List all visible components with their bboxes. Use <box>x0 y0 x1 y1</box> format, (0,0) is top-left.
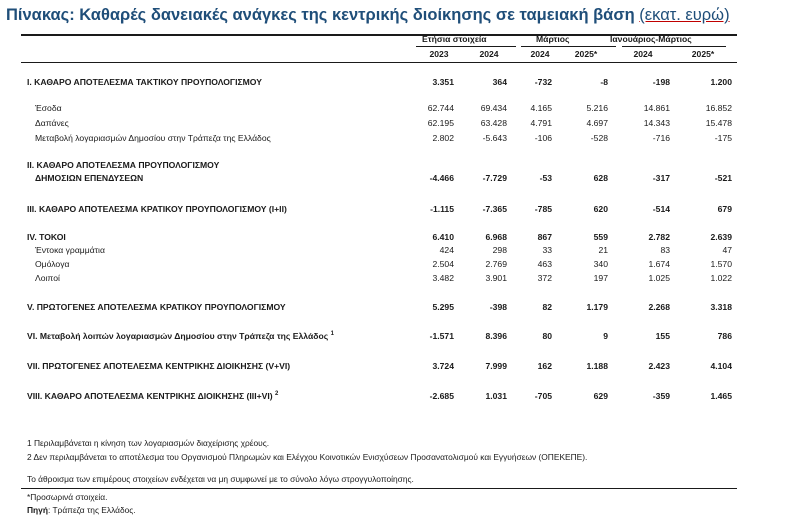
header-bottom-rule <box>21 62 737 63</box>
table-cell: -4.466 <box>429 173 454 183</box>
table-cell: -785 <box>534 204 552 214</box>
row-label <box>35 259 69 269</box>
table-cell: 2.423 <box>648 361 670 371</box>
table-cell: -705 <box>534 391 552 401</box>
source-label: Πηγή <box>27 505 48 515</box>
footnote-marker: 2 <box>274 391 279 398</box>
table-cell: 4.697 <box>586 118 608 128</box>
table-cell: 424 <box>439 245 454 255</box>
table-cell: 1.570 <box>710 259 732 269</box>
table-cell: 4.165 <box>530 103 552 113</box>
table-cell: 3.724 <box>432 361 454 371</box>
rounding-note: Το άθροισμα των επιμέρους στοιχείων ενδέχεται να μη συμφωνεί με το σύνολο λόγω στρογγυλοποίησης. <box>27 474 414 484</box>
table-cell: -53 <box>539 173 552 183</box>
row-label-text: V. ΠΡΩΤΟΓΕΝΕΣ ΑΠΟΤΕΛΕΣΜΑ ΚΡΑΤΙΚΟΥ ΠΡΟΥΠΟΛΟΓΙΣΜΟΥ <box>27 302 286 312</box>
table-cell: -1.571 <box>429 331 454 341</box>
row-label <box>35 103 62 113</box>
header-year: 2025* <box>574 49 598 59</box>
provisional-note: *Προσωρινά στοιχεία. <box>27 492 108 502</box>
table-cell: 69.434 <box>480 103 507 113</box>
table-cell: 3.318 <box>710 302 732 312</box>
table-cell: -198 <box>652 77 670 87</box>
table-cell: -1.115 <box>430 204 454 214</box>
table-cell: -732 <box>534 77 552 87</box>
header-group-jan-mar: Ιανουάριος-Μάρτιος <box>610 34 692 44</box>
table-cell: 62.744 <box>427 103 454 113</box>
table-cell: 629 <box>593 391 608 401</box>
unit-label: (εκατ. ευρώ) <box>639 6 730 24</box>
table-cell: 6.968 <box>485 232 507 242</box>
table-cell: 2.802 <box>432 133 454 143</box>
table-cell: 1.031 <box>485 391 507 401</box>
page-title <box>6 6 730 25</box>
table-cell: 3.901 <box>485 273 507 283</box>
table-cell: 3.482 <box>432 273 454 283</box>
table-cell: 3.351 <box>432 77 454 87</box>
row-label-text: Έντοκα γραμμάτια <box>35 245 105 255</box>
row-label-text: IV. ΤΟΚΟΙ <box>27 232 66 242</box>
table-cell: 786 <box>717 331 732 341</box>
table-cell: 364 <box>492 77 507 87</box>
table-cell: -106 <box>534 133 552 143</box>
header-year: 2024 <box>479 49 499 59</box>
table-cell: 14.861 <box>643 103 670 113</box>
table-cell: 6.410 <box>432 232 454 242</box>
table-cell: 679 <box>717 204 732 214</box>
row-label <box>27 232 66 242</box>
table-cell: 298 <box>492 245 507 255</box>
row-label-text: Έσοδα <box>35 103 62 113</box>
row-label <box>27 160 219 170</box>
table-cell: 162 <box>537 361 552 371</box>
table-cell: -317 <box>652 173 670 183</box>
table-cell: -398 <box>489 302 507 312</box>
table-cell: 62.195 <box>427 118 454 128</box>
table-cell: 63.428 <box>480 118 507 128</box>
table-cell: 1.200 <box>710 77 732 87</box>
table-cell: 867 <box>537 232 552 242</box>
table-cell: 372 <box>537 273 552 283</box>
table-cell: 197 <box>593 273 608 283</box>
table-cell: 5.295 <box>432 302 454 312</box>
table-cell: -2.685 <box>429 391 454 401</box>
header-group-march: Μάρτιος <box>536 34 570 44</box>
table-cell: -514 <box>652 204 670 214</box>
row-label <box>27 361 290 371</box>
table-cell: 1.188 <box>586 361 608 371</box>
row-label-text: Ομόλογα <box>35 259 70 269</box>
table-cell: -5.643 <box>482 133 507 143</box>
row-label-text: VI. Μεταβολή λοιπών λογαριασμών Δημοσίου στην Τράπεζα της Ελλάδος <box>27 331 329 341</box>
table-cell: 16.852 <box>705 103 732 113</box>
table-cell: -521 <box>714 173 732 183</box>
table-cell: 5.216 <box>586 103 608 113</box>
row-label <box>27 331 334 341</box>
table-cell: 4.791 <box>530 118 552 128</box>
table-cell: 620 <box>593 204 608 214</box>
table-cell: 2.268 <box>648 302 670 312</box>
table-cell: -716 <box>652 133 670 143</box>
table-cell: 14.343 <box>643 118 670 128</box>
table-cell: -175 <box>714 133 732 143</box>
footnote-marker: 1 <box>330 331 334 338</box>
table-cell: 8.396 <box>485 331 507 341</box>
row-label-text: III. ΚΑΘΑΡΟ ΑΠΟΤΕΛΕΣΜΑ ΚΡΑΤΙΚΟΥ ΠΡΟΥΠΟΛΟΓΙΣΜΟΥ (I+II) <box>27 204 287 214</box>
table-cell: 559 <box>593 232 608 242</box>
row-label <box>27 204 287 214</box>
table-cell: 33 <box>542 245 552 255</box>
table-cell: 80 <box>542 331 552 341</box>
table-cell: 83 <box>660 245 670 255</box>
table-cell: 2.504 <box>432 259 454 269</box>
table-cell: 7.999 <box>485 361 507 371</box>
table-cell: 2.639 <box>710 232 732 242</box>
table-cell: -8 <box>600 77 608 87</box>
table-cell: -7.365 <box>482 204 507 214</box>
row-label <box>27 302 286 312</box>
table-cell: 340 <box>593 259 608 269</box>
row-label <box>35 133 271 143</box>
source-text: : Τράπεζα της Ελλάδος. <box>47 505 136 515</box>
row-label-text: VIII. ΚΑΘΑΡΟ ΑΠΟΤΕΛΕΣΜΑ ΚΕΝΤΡΙΚΗΣ ΔΙΟΙΚΗΣΗΣ (III+VI) <box>27 391 273 401</box>
table-cell: -359 <box>652 391 670 401</box>
row-label <box>27 391 278 401</box>
table-cell: 1.465 <box>710 391 732 401</box>
table-cell: -7.729 <box>482 173 507 183</box>
table-cell: 1.022 <box>710 273 732 283</box>
table-cell: 1.674 <box>648 259 670 269</box>
row-label-text: VII. ΠΡΩΤΟΓΕΝΕΣ ΑΠΟΤΕΛΕΣΜΑ ΚΕΝΤΡΙΚΗΣ ΔΙΟΙΚΗΣΗΣ (V+VI) <box>27 361 291 371</box>
table-cell: 463 <box>537 259 552 269</box>
row-label <box>27 77 262 87</box>
row-label <box>35 273 60 283</box>
row-label-continued: ΔΗΜΟΣΙΩΝ ΕΠΕΝΔΥΣΕΩΝ <box>35 173 144 183</box>
row-label-text: Λοιποί <box>35 273 60 283</box>
table-cell: 2.782 <box>648 232 670 242</box>
row-label <box>35 118 69 128</box>
row-label-text: Δαπάνες <box>35 118 69 128</box>
header-group-annual: Ετήσια στοιχεία <box>422 34 487 44</box>
row-label <box>35 245 105 255</box>
title-text: Πίνακας: Καθαρές δανειακές ανάγκες της κεντρικής διοίκησης σε ταμειακή βάση <box>6 6 635 24</box>
table-cell: 82 <box>542 302 552 312</box>
header-year: 2024 <box>633 49 653 59</box>
row-label-text: Μεταβολή λογαριασμών Δημοσίου στην Τράπεζα της Ελλάδος <box>35 133 271 143</box>
table-cell: 2.769 <box>485 259 507 269</box>
source-line <box>27 505 136 515</box>
row-label-text: I. ΚΑΘΑΡΟ ΑΠΟΤΕΛΕΣΜΑ ΤΑΚΤΙΚΟΥ ΠΡΟΥΠΟΛΟΓΙΣΜΟΥ <box>27 77 262 87</box>
table-cell: 155 <box>655 331 670 341</box>
header-underline-annual <box>416 46 516 47</box>
header-year: 2023 <box>429 49 449 59</box>
table-cell: 47 <box>722 245 732 255</box>
table-cell: 4.104 <box>710 361 732 371</box>
footer-rule <box>21 488 737 489</box>
footnote-1: 1 Περιλαμβάνεται η κίνηση των λογαριασμών διαχείρισης χρέους. <box>27 438 270 448</box>
header-underline-jan-mar <box>622 46 726 47</box>
header-underline-march <box>521 46 616 47</box>
header-year: 2024 <box>530 49 550 59</box>
table-cell: 21 <box>598 245 608 255</box>
table-cell: 628 <box>593 173 608 183</box>
table-cell: -528 <box>590 133 608 143</box>
row-label-text: II. ΚΑΘΑΡΟ ΑΠΟΤΕΛΕΣΜΑ ΠΡΟΥΠΟΛΟΓΙΣΜΟΥ <box>27 160 220 170</box>
table-cell: 9 <box>603 331 608 341</box>
header-year: 2025* <box>691 49 715 59</box>
table-cell: 1.025 <box>648 273 670 283</box>
table-cell: 1.179 <box>586 302 608 312</box>
footnote-2: 2 Δεν περιλαμβάνεται το αποτέλεσμα του Οργανισμού Πληρωμών και Ελέγχου Κοινοτικών Ενισχύσεων Προσανατολισμού και Εγγυήσεων (ΟΠΕΚΕΠΕ). <box>27 452 588 462</box>
table-cell: 15.478 <box>705 118 732 128</box>
